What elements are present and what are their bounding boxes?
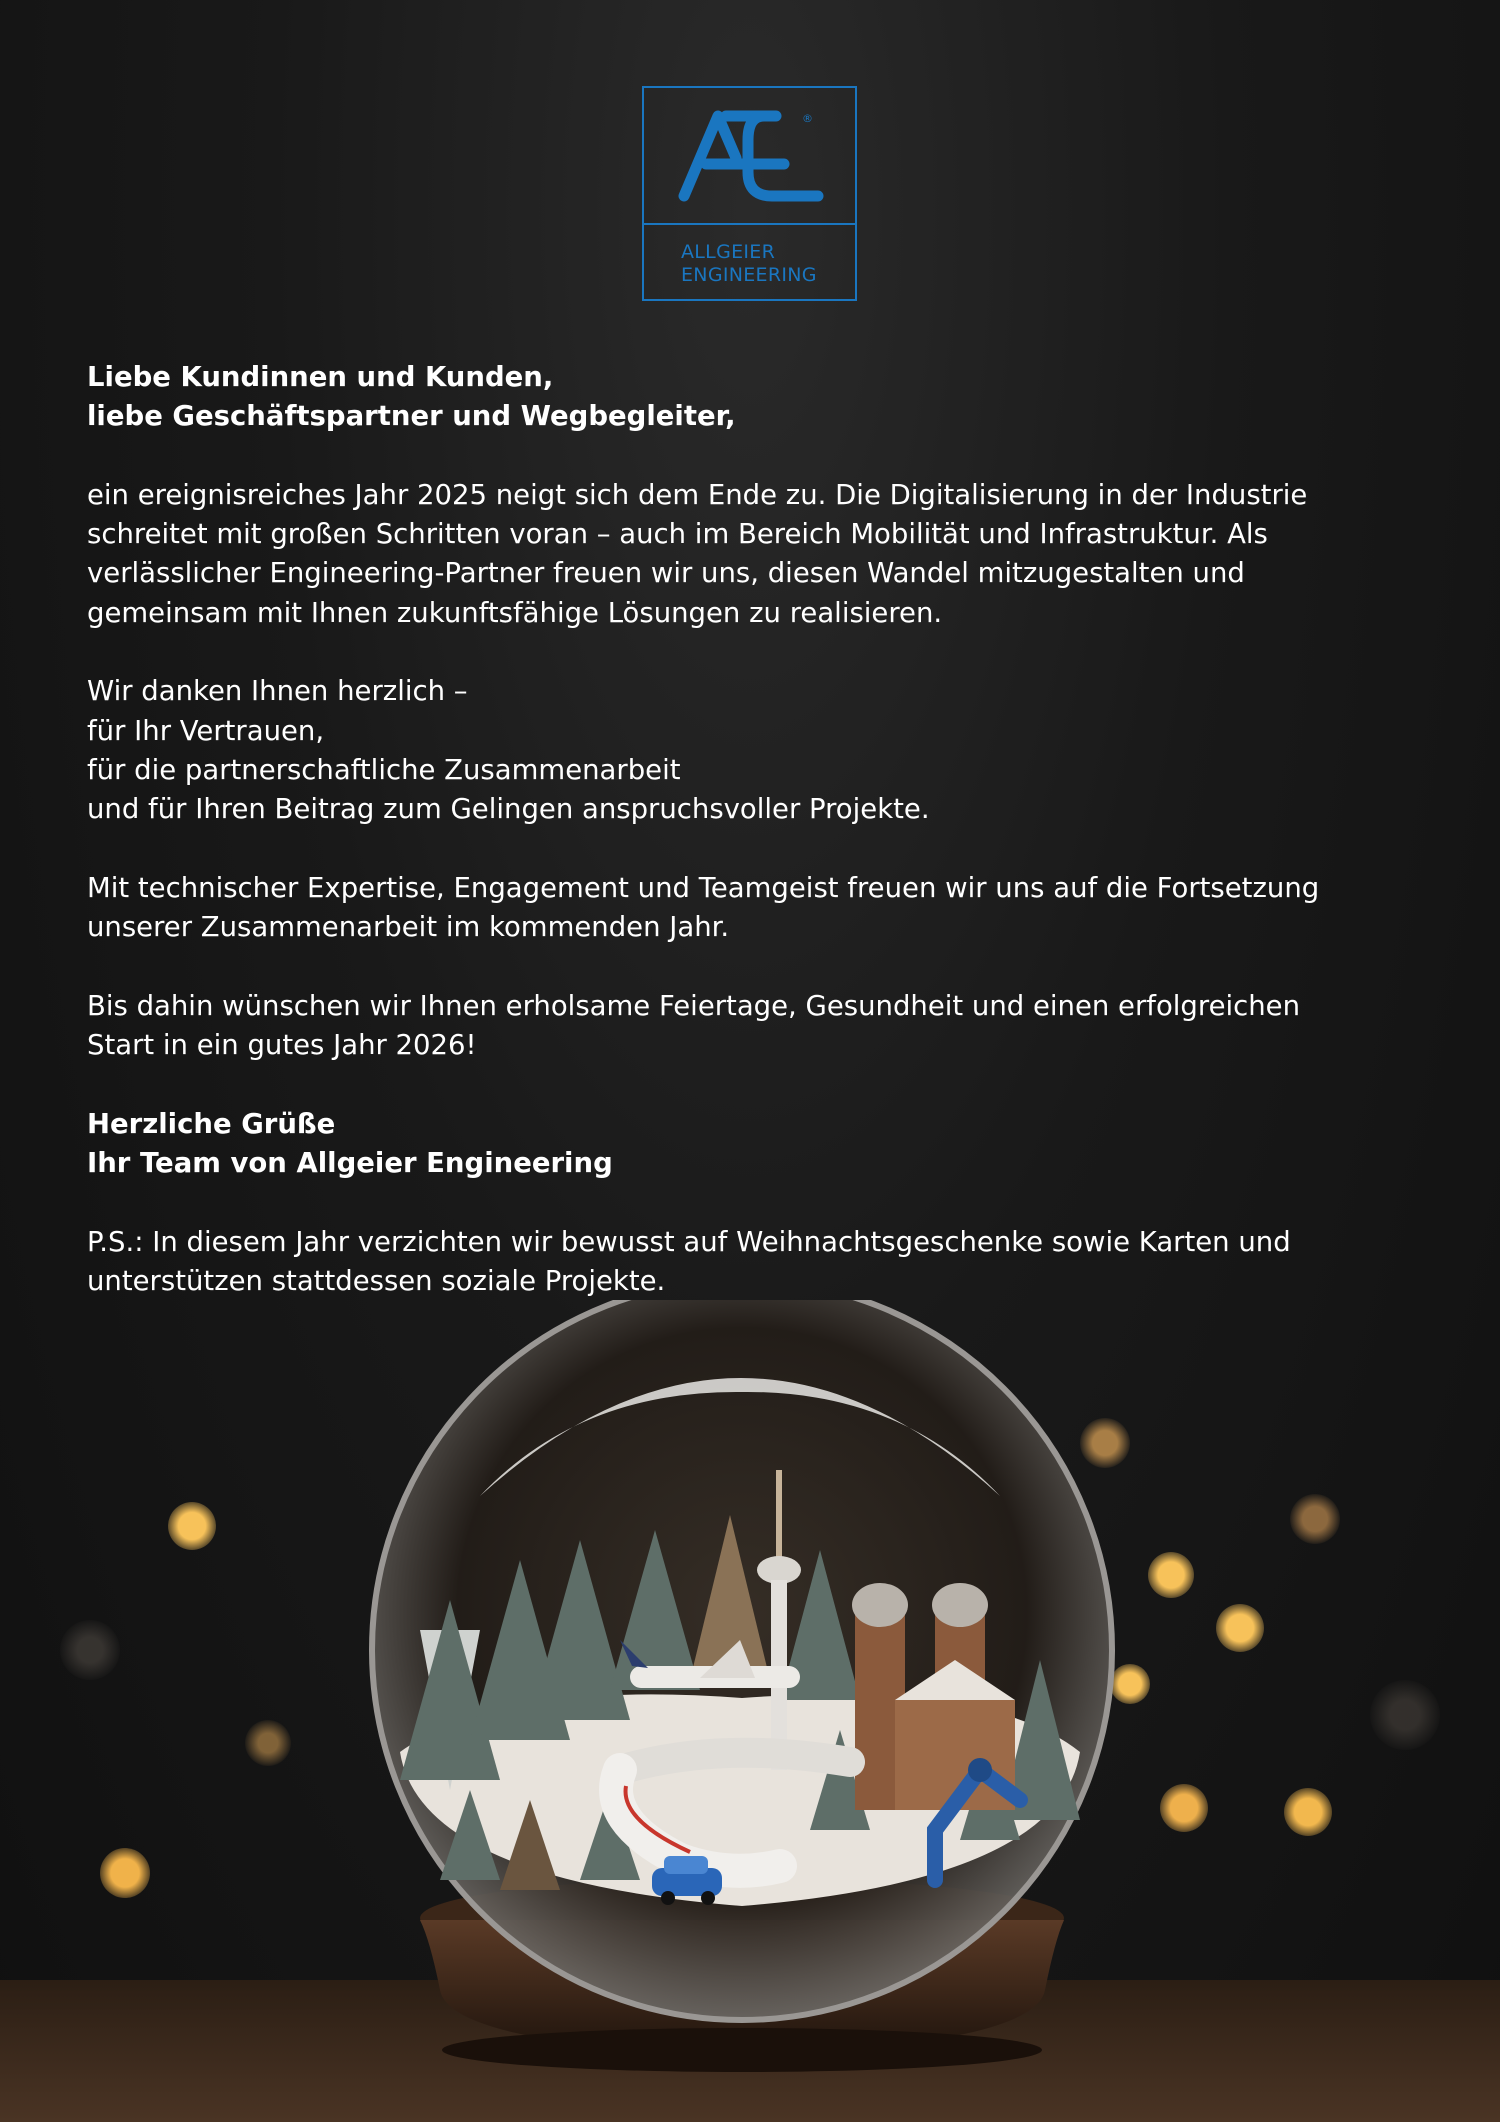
allgeier-logo-mark-icon xyxy=(644,88,855,223)
letter-body xyxy=(87,358,1427,1301)
paragraph-1-line-4: gemeinsam mit Ihnen zukunftsfähige Lösungen zu realisieren. xyxy=(87,596,943,629)
paragraph-2-line-2: für Ihr Vertrauen, xyxy=(87,714,325,747)
paragraph-2-line-1: Wir danken Ihnen herzlich – xyxy=(87,675,468,708)
paragraph-2-line-3: für die partnerschaftliche Zusammenarbeit xyxy=(87,753,681,786)
salutation-line-1: Liebe Kundinnen und Kunden, xyxy=(87,361,554,393)
paragraph-4-line-2: Start in ein gutes Jahr 2026! xyxy=(87,1029,477,1062)
snow-globe-scene xyxy=(0,1300,1500,2122)
postscript-line-1: P.S.: In diesem Jahr verzichten wir bewusst auf Weihnachtsgeschenke sowie Karten und xyxy=(87,1225,1291,1258)
closing-line-1: Herzliche Grüße xyxy=(87,1107,336,1140)
train-upper xyxy=(620,1753,850,1770)
paragraph-3-line-1: Mit technischer Expertise, Engagement und Teamgeist freuen wir uns auf die Fortsetzung xyxy=(87,871,1320,904)
paragraph-2-line-4: und für Ihren Beitrag zum Gelingen anspruchsvoller Projekte. xyxy=(87,793,930,826)
logo-line-1: ALLGEIER xyxy=(681,241,776,263)
robot-joint xyxy=(968,1758,992,1782)
postscript-line-2: unterstützen stattdessen soziale Projekte. xyxy=(87,1264,666,1297)
globe-base-bottom xyxy=(442,2028,1042,2072)
snow-globe-illustration xyxy=(0,1300,1500,2122)
salutation-line-2: liebe Geschäftspartner und Wegbegleiter, xyxy=(87,400,736,433)
paragraph-3-line-2: unserer Zusammenarbeit im kommenden Jahr. xyxy=(87,911,730,944)
allgeier-logo xyxy=(642,86,857,301)
logo-line-2: ENGINEERING xyxy=(681,264,817,286)
registered-mark: ® xyxy=(802,112,813,125)
logo-divider xyxy=(644,223,855,225)
logo-wordmark xyxy=(681,241,851,287)
paragraph-4-line-1: Bis dahin wünschen wir Ihnen erholsame Feiertage, Gesundheit und einen erfolgreichen xyxy=(87,989,1301,1022)
closing-line-2: Ihr Team von Allgeier Engineering xyxy=(87,1146,613,1179)
paragraph-1-line-1: ein ereignisreiches Jahr 2025 neigt sich dem Ende zu. Die Digitalisierung in der Industrie xyxy=(87,478,1308,511)
paragraph-1-line-2: schreitet mit großen Schritten voran – auch im Bereich Mobilität und Infrastruktur. Als xyxy=(87,518,1268,551)
paragraph-1-line-3: verlässlicher Engineering-Partner freuen wir uns, diesen Wandel mitzugestalten und xyxy=(87,557,1245,590)
